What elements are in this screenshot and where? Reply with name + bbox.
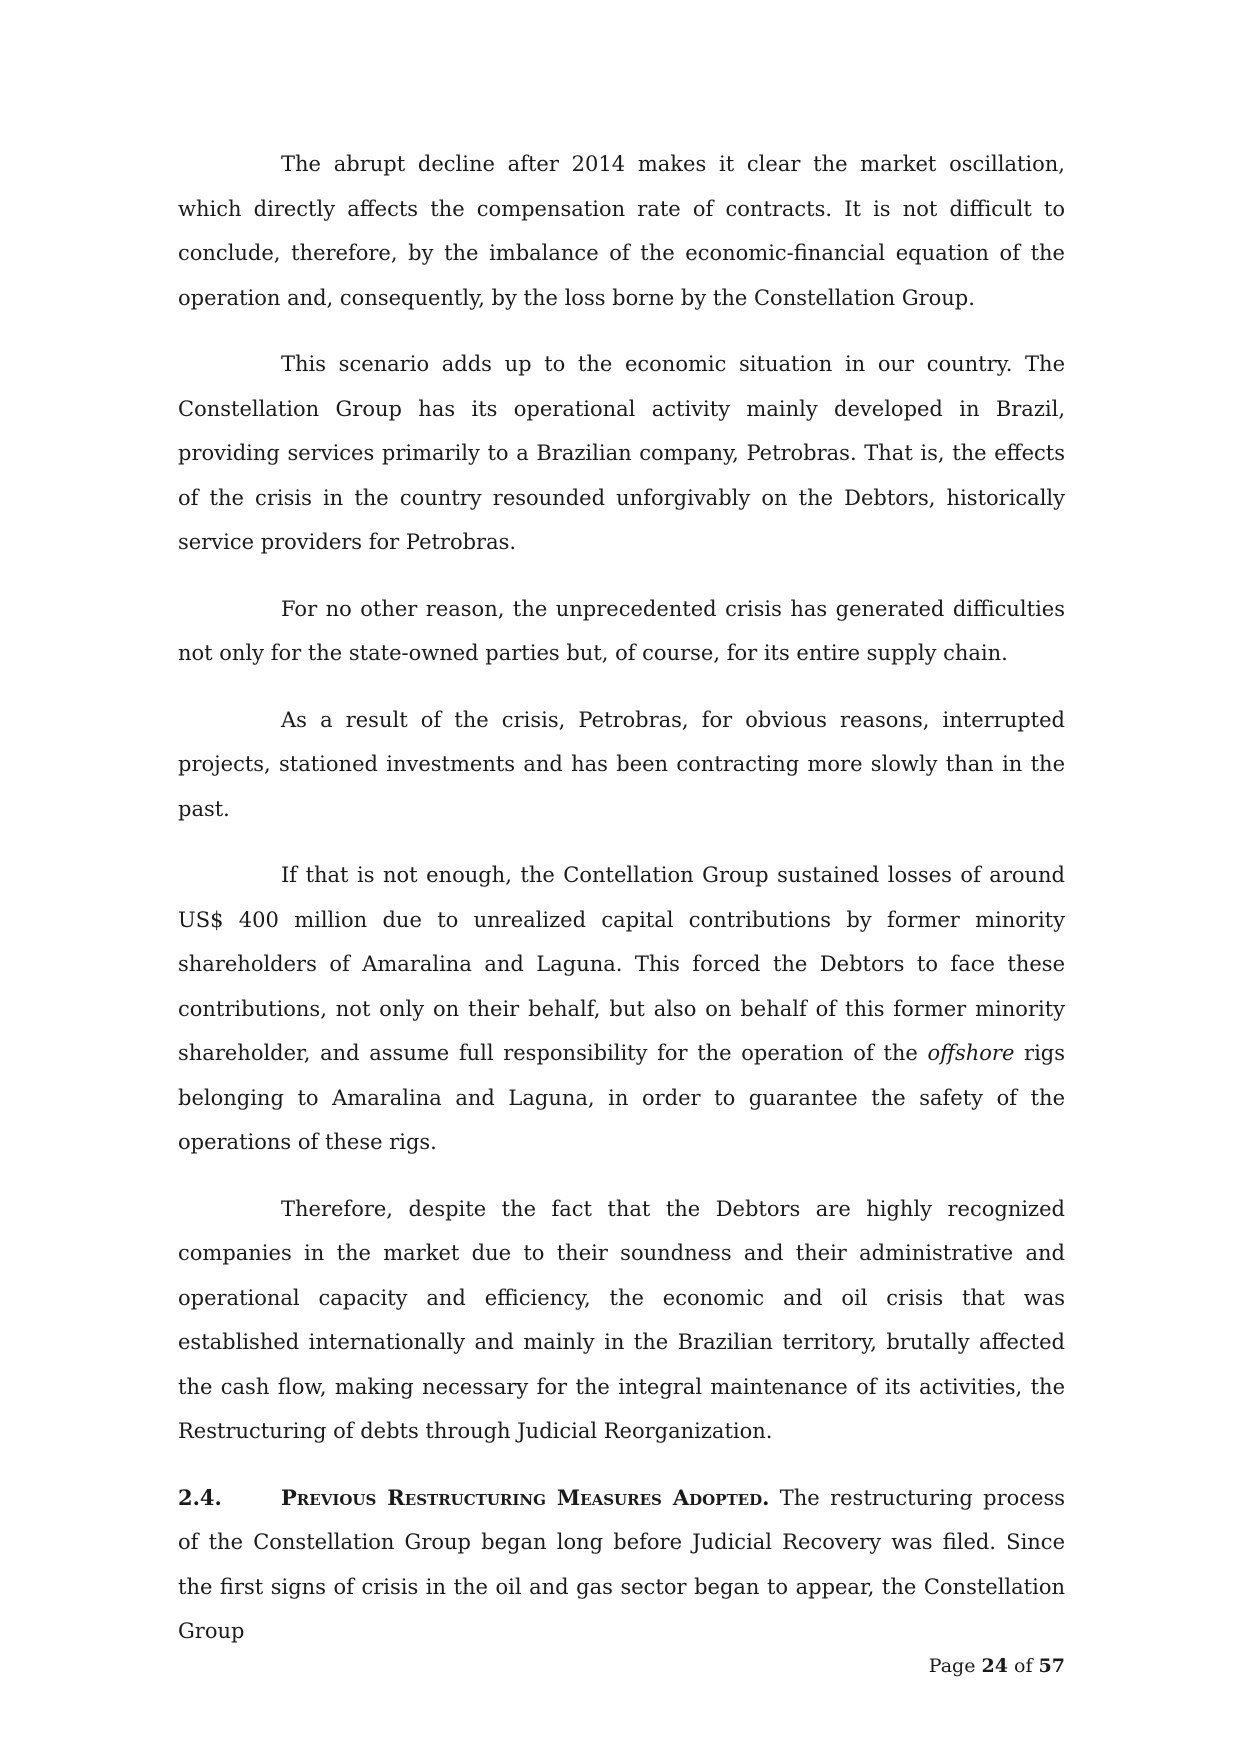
total-pages: 57 [1038,1655,1065,1677]
paragraph-4: As a result of the crisis, Petrobras, for obvious reasons, interrupted projects, stationed investments and has been contracting more slowly than in the past. [178,707,1065,821]
section-2-4 [178,1476,1065,1654]
paragraph-5-italic: offshore [927,1041,1015,1065]
paragraph-1: The abrupt decline after 2014 makes it clear the market oscillation, which directly affects the compensation rate of contracts. It is not difficult to conclude, therefore, by the imbalance of the economic-financial equation of the operation and, consequently, by the loss borne by the Constellation Group. [178,152,1065,310]
paragraph-5-text-b: rigs belonging to Amaralina and Laguna, in order to guarantee the safety of the operations of these rigs. [178,1041,1066,1154]
page-footer [929,1655,1065,1677]
document-page [178,142,1065,1654]
paragraph-6: Therefore, despite the fact that the Debtors are highly recognized companies in the market due to their soundness and their administrative and operational capacity and efficiency, the economic and oil crisis that was established internationally and mainly in the Brazilian territory, brutally affected the cash flow, making necessary for the integral maintenance of its activities, the Restructuring of debts through Judicial Reorganization. [178,1196,1065,1443]
page-label: Page [928,1655,976,1677]
paragraph-5 [178,853,1065,1165]
of-label: of [1014,1655,1033,1677]
paragraph-5-text-a: If that is not enough, the Contellation Group sustained losses of around US$ 400 million due to unrealized capital contributions by former minority shareholders of Amaralina and Laguna. This forced the Debtors to face these contributions, not only on their behalf, but also on behalf of this former minority shareholder, and assume full responsibility for the operation of the [178,863,1065,1065]
section-number: 2.4. [178,1484,222,1510]
paragraph-2: This scenario adds up to the economic situation in our country. The Constellation Group has its operational activity mainly developed in Brazil, providing services primarily to a Brazilian company, Petrobras. That is, the effects of the crisis in the country resounded unforgivably on the Debtors, historically service providers for Petrobras. [178,352,1065,554]
paragraph-3: For no other reason, the unprecedented crisis has generated difficulties not only for the state-owned parties but, of course, for its entire supply chain. [178,596,1065,665]
section-text: The restructuring process of the Constellation Group began long before Judicial Recovery was filed. Since the first signs of crisis in the oil and gas sector began to appear, the Constellation Group [178,1485,1065,1643]
section-title: Previous Restructuring Measures Adopted. [281,1484,770,1510]
page-number: 24 [981,1655,1008,1677]
